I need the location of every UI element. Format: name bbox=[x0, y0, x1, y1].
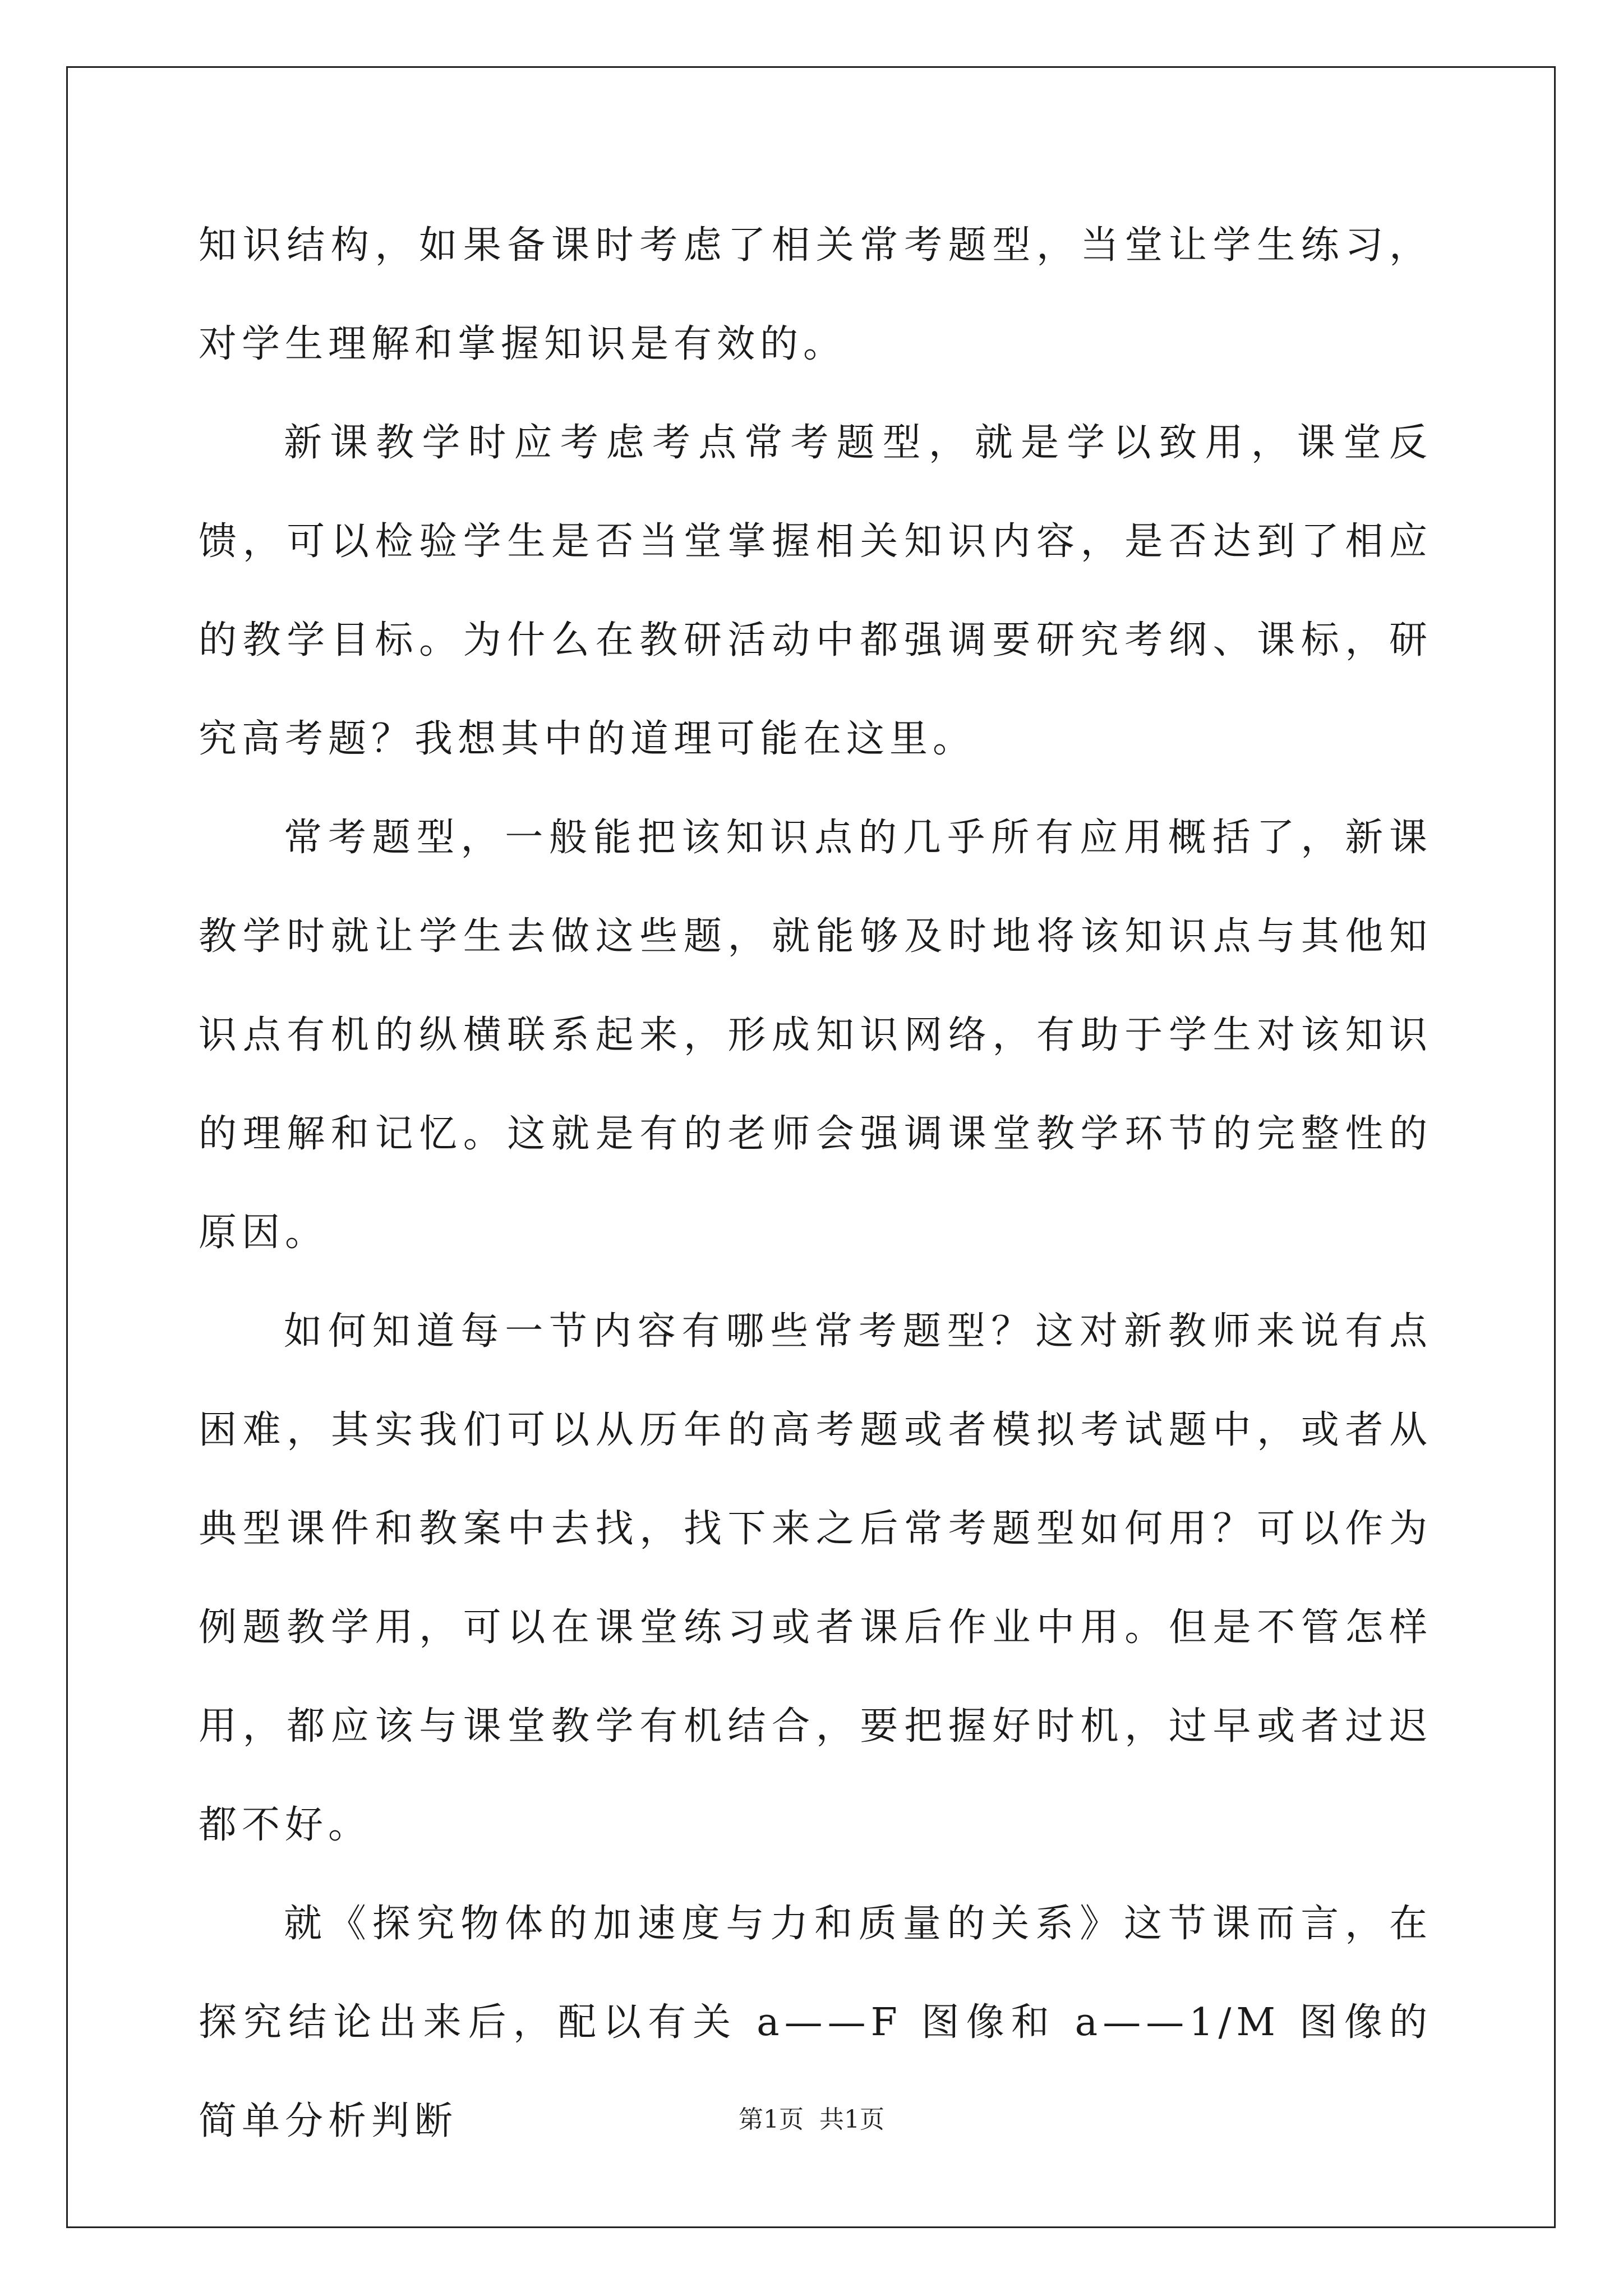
paragraph-2: 新课教学时应考虑考点常考题型，就是学以致用，课堂反馈，可以检验学生是否当堂掌握相关知识内容，是否达到了相应的教学目标。为什么在教研活动中都强调要研究考纲、课标，研究高考题？我想其中的道理可能在这里。 bbox=[199, 421, 1432, 761]
document-body bbox=[199, 196, 1432, 2171]
paragraph-1: 知识结构，如果备课时考虑了相关常考题型，当堂让学生练习，对学生理解和掌握知识是有效的。 bbox=[199, 223, 1432, 366]
paragraph-4: 如何知道每一节内容有哪些常考题型？这对新教师来说有点困难，其实我们可以从历年的高考题或者模拟考试题中，或者从典型课件和教案中去找，找下来之后常考题型如何用？可以作为例题教学用，可以在课堂练习或者课后作业中用。但是不管怎样用，都应该与课堂教学有机结合，要把握好时机，过早或者过迟都不好。 bbox=[199, 1309, 1432, 1847]
paragraph-3: 常考题型，一般能把该知识点的几乎所有应用概括了，新课教学时就让学生去做这些题，就能够及时地将该知识点与其他知识点有机的纵横联系起来，形成知识网络，有助于学生对该知识的理解和记忆。这就是有的老师会强调课堂教学环节的完整性的原因。 bbox=[199, 816, 1432, 1255]
page-footer: 第1页 共1页 bbox=[739, 2105, 884, 2134]
paragraph-5: 就《探究物体的加速度与力和质量的关系》这节课而言，在探究结论出来后，配以有关 a——F 图像和 a——1/M 图像的简单分析判断 bbox=[199, 1902, 1432, 2143]
